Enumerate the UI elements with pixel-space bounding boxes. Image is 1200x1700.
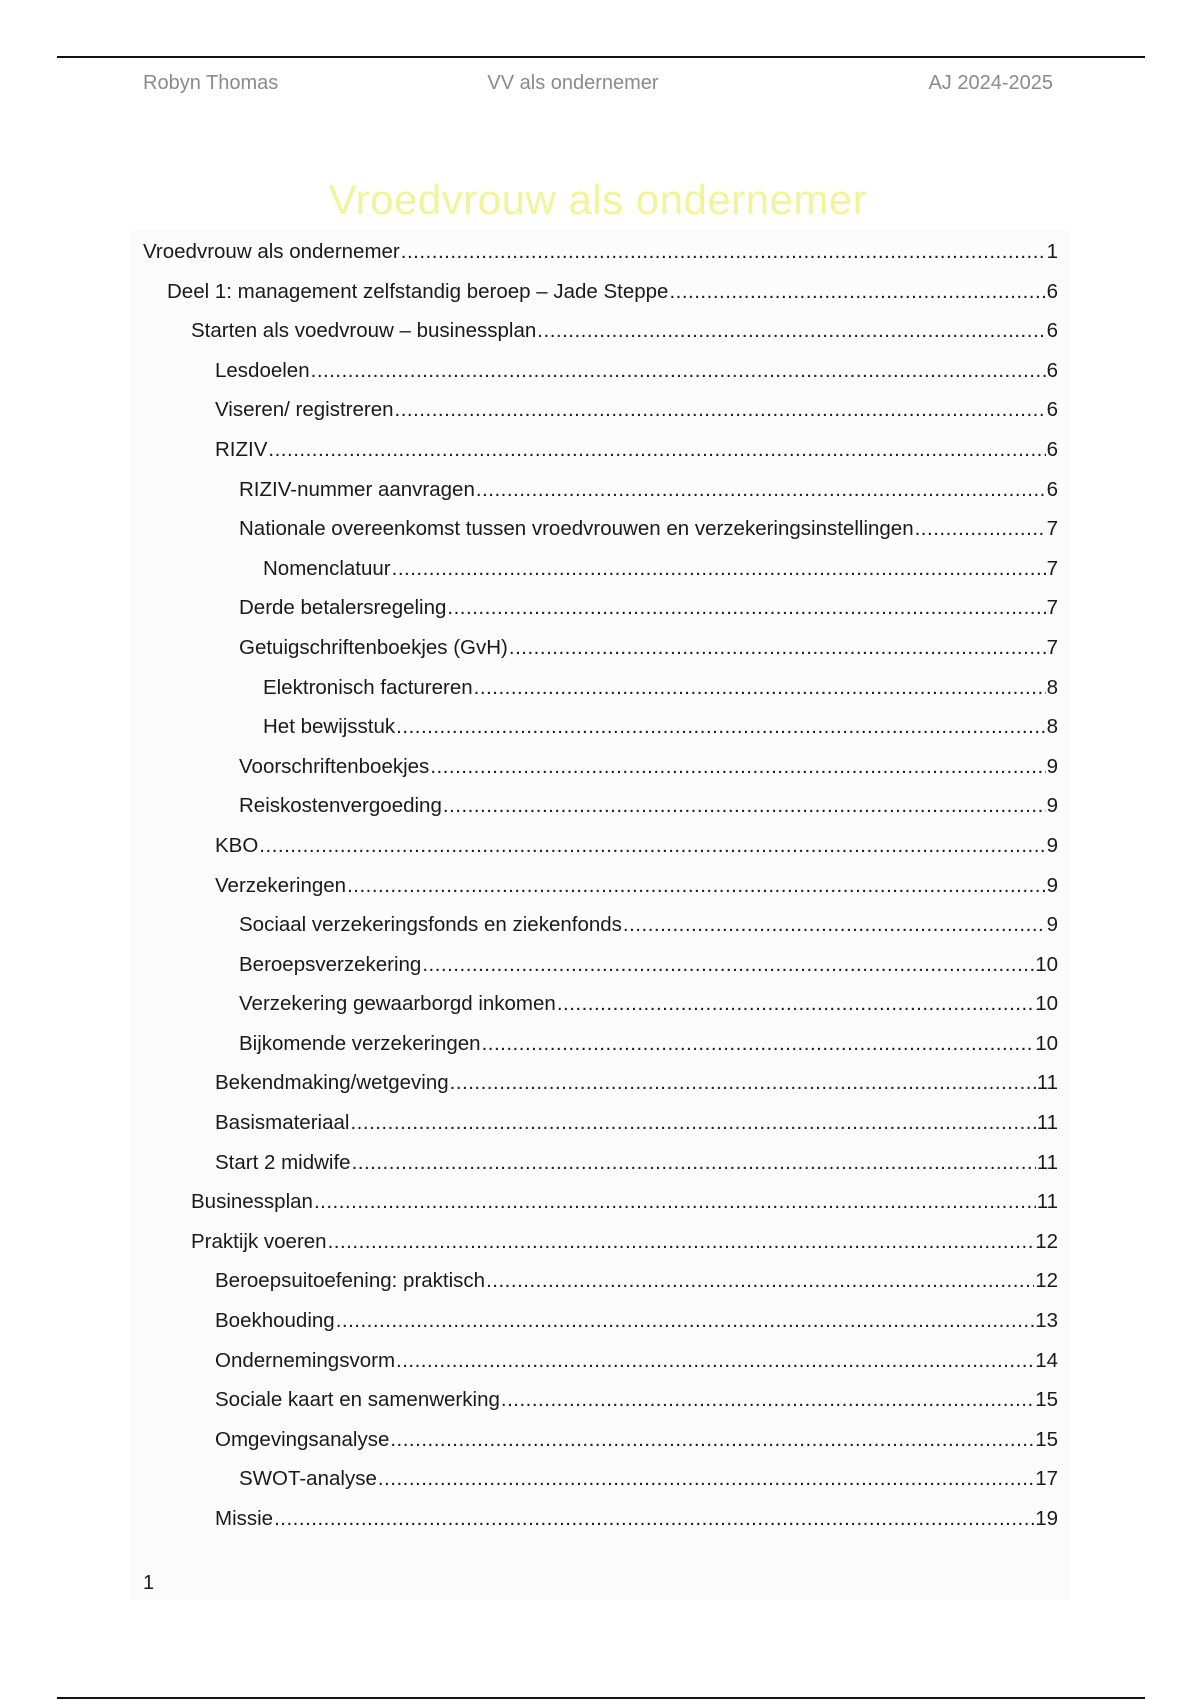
toc-entry[interactable]	[143, 1261, 1058, 1301]
toc-dot-leader	[501, 1380, 1034, 1420]
toc-entry-page: 9	[1046, 913, 1058, 937]
toc-entry-label: Nationale overeenkomst tussen vroedvrouwen en verzekeringsinstellingen	[239, 517, 914, 541]
toc-entry[interactable]	[143, 549, 1058, 589]
toc-entry[interactable]	[143, 1380, 1058, 1420]
toc-entry-label: Boekhouding	[215, 1309, 335, 1333]
toc-entry-label: Getuigschriftenboekjes (GvH)	[239, 635, 508, 659]
toc-entry-page: 7	[1046, 596, 1058, 620]
header-author: Robyn Thomas	[143, 72, 279, 94]
toc-dot-leader	[396, 1341, 1034, 1381]
toc-entry[interactable]	[143, 470, 1058, 510]
header-rule	[57, 56, 1145, 58]
toc-entry-page: 19	[1035, 1507, 1058, 1530]
toc-dot-leader	[447, 588, 1045, 628]
toc-entry-page: 9	[1046, 754, 1058, 778]
toc-entry-page: 15	[1035, 1388, 1058, 1412]
toc-entry-page: 10	[1035, 1031, 1058, 1055]
toc-dot-leader	[401, 232, 1046, 272]
toc-entry[interactable]	[143, 232, 1058, 272]
toc-entry-page: 9	[1046, 794, 1058, 818]
toc-entry-page: 11	[1036, 1071, 1058, 1095]
toc-entry[interactable]	[143, 1499, 1058, 1539]
document-title: Vroedvrouw als ondernemer	[328, 176, 868, 223]
toc-entry-page: 13	[1035, 1309, 1058, 1333]
toc-dot-leader	[395, 390, 1046, 430]
toc-entry-label: Deel 1: management zelfstandig beroep – Jade Steppe	[167, 279, 669, 303]
toc-entry-label: Businessplan	[191, 1190, 313, 1214]
toc-entry[interactable]	[143, 668, 1058, 708]
toc-entry-page: 7	[1046, 517, 1058, 541]
toc-entry-label: Bijkomende verzekeringen	[239, 1031, 481, 1055]
toc-entry-label: Omgevingsanalyse	[215, 1427, 390, 1451]
toc-entry-page: 11	[1036, 1111, 1058, 1135]
toc-dot-leader	[482, 1024, 1035, 1064]
toc-entry-page: 10	[1035, 992, 1058, 1016]
toc-entry-label: Verzekering gewaarborgd inkomen	[239, 992, 556, 1016]
toc-entry-page: 6	[1046, 358, 1058, 382]
toc-entry-page: 7	[1046, 635, 1058, 659]
toc-entry[interactable]	[143, 509, 1058, 549]
table-of-contents	[143, 232, 1058, 1539]
toc-entry[interactable]	[143, 984, 1058, 1024]
toc-dot-leader	[443, 786, 1046, 826]
toc-dot-leader	[430, 747, 1045, 787]
toc-entry[interactable]	[143, 351, 1058, 391]
toc-entry[interactable]	[143, 430, 1058, 470]
toc-entry-page: 14	[1035, 1348, 1058, 1372]
toc-entry-label: Nomenclatuur	[263, 556, 391, 580]
toc-entry-page: 6	[1046, 398, 1058, 422]
toc-entry-page: 11	[1036, 1190, 1058, 1214]
toc-entry[interactable]	[143, 786, 1058, 826]
toc-entry-page: 12	[1035, 1269, 1058, 1293]
toc-dot-leader	[314, 1182, 1036, 1222]
toc-entry-page: 6	[1046, 437, 1058, 461]
toc-entry-label: Sociaal verzekeringsfonds en ziekenfonds	[239, 913, 622, 937]
toc-entry[interactable]	[143, 311, 1058, 351]
toc-dot-leader	[392, 549, 1046, 589]
toc-entry[interactable]	[143, 628, 1058, 668]
toc-entry[interactable]	[143, 747, 1058, 787]
toc-entry-label: RIZIV	[215, 437, 268, 461]
header-year: AJ 2024-2025	[928, 72, 1053, 94]
toc-entry[interactable]	[143, 866, 1058, 906]
toc-dot-leader	[390, 1420, 1034, 1460]
toc-entry-label: Derde betalersregeling	[239, 596, 447, 620]
toc-entry-label: KBO	[215, 833, 259, 857]
toc-dot-leader	[915, 509, 1046, 549]
toc-dot-leader	[328, 1222, 1035, 1262]
toc-entry[interactable]	[143, 1341, 1058, 1381]
page-header	[143, 72, 1053, 102]
toc-dot-leader	[509, 628, 1046, 668]
toc-entry-label: Reiskostenvergoeding	[239, 794, 442, 818]
footer-rule	[57, 1697, 1145, 1699]
toc-dot-leader	[476, 470, 1046, 510]
toc-entry-label: Beroepsuitoefening: praktisch	[215, 1269, 486, 1293]
toc-entry-label: Vroedvrouw als ondernemer	[143, 240, 400, 263]
page-number: 1	[143, 1572, 155, 1594]
toc-entry[interactable]	[143, 945, 1058, 985]
toc-dot-leader	[669, 272, 1045, 312]
toc-entry[interactable]	[143, 1182, 1058, 1222]
toc-entry-label: Voorschriftenboekjes	[239, 754, 430, 778]
toc-entry-page: 8	[1046, 715, 1058, 739]
toc-entry[interactable]	[143, 1420, 1058, 1460]
toc-entry-page: 6	[1046, 477, 1058, 501]
toc-dot-leader	[537, 311, 1045, 351]
toc-entry[interactable]	[143, 1024, 1058, 1064]
toc-entry[interactable]	[143, 1459, 1058, 1499]
toc-dot-leader	[396, 707, 1045, 747]
toc-entry-label: Praktijk voeren	[191, 1229, 327, 1253]
toc-entry-page: 8	[1046, 675, 1058, 699]
toc-entry[interactable]	[143, 707, 1058, 747]
toc-entry-label: Beroepsverzekering	[239, 952, 422, 976]
toc-entry-label: Lesdoelen	[215, 358, 310, 382]
toc-dot-leader	[259, 826, 1045, 866]
toc-entry[interactable]	[143, 905, 1058, 945]
toc-entry[interactable]	[143, 826, 1058, 866]
toc-entry-page: 10	[1035, 952, 1058, 976]
toc-entry-label: RIZIV-nummer aanvragen	[239, 477, 475, 501]
toc-dot-leader	[486, 1261, 1034, 1301]
toc-entry-page: 1	[1046, 240, 1058, 263]
toc-dot-leader	[378, 1459, 1034, 1499]
toc-entry-label: Missie	[215, 1507, 274, 1530]
toc-entry[interactable]	[143, 588, 1058, 628]
toc-entry-label: Bekendmaking/wetgeving	[215, 1071, 449, 1095]
toc-entry-label: Start 2 midwife	[215, 1150, 351, 1174]
toc-entry-label: Starten als voedvrouw – businessplan	[191, 319, 537, 343]
toc-entry[interactable]	[143, 1143, 1058, 1183]
toc-dot-leader	[474, 668, 1046, 708]
header-course: VV als ondernemer	[487, 72, 659, 94]
toc-entry-page: 6	[1046, 319, 1058, 343]
toc-entry[interactable]	[143, 1103, 1058, 1143]
toc-entry-page: 12	[1035, 1229, 1058, 1253]
toc-entry-page: 7	[1046, 556, 1058, 580]
toc-entry[interactable]	[143, 1301, 1058, 1341]
toc-entry-page: 6	[1046, 279, 1058, 303]
toc-entry[interactable]	[143, 1222, 1058, 1262]
toc-entry-label: Het bewijsstuk	[263, 715, 396, 739]
toc-entry[interactable]	[143, 390, 1058, 430]
toc-entry-page: 9	[1046, 873, 1058, 897]
toc-entry-label: Sociale kaart en samenwerking	[215, 1388, 500, 1412]
toc-entry-label: Ondernemingsvorm	[215, 1348, 396, 1372]
toc-entry-page: 17	[1035, 1467, 1058, 1491]
toc-entry-page: 9	[1046, 833, 1058, 857]
toc-entry[interactable]	[143, 272, 1058, 312]
toc-entry-label: Viseren/ registreren	[215, 398, 394, 422]
toc-entry-page: 15	[1035, 1427, 1058, 1451]
toc-dot-leader	[623, 905, 1046, 945]
toc-entry-page: 11	[1036, 1150, 1058, 1174]
toc-entry-label: SWOT-analyse	[239, 1467, 377, 1491]
toc-entry-label: Verzekeringen	[215, 873, 347, 897]
toc-entry-label: Basismateriaal	[215, 1111, 350, 1135]
toc-dot-leader	[347, 866, 1046, 906]
toc-dot-leader	[557, 984, 1034, 1024]
toc-dot-leader	[274, 1499, 1034, 1539]
toc-dot-leader	[352, 1143, 1036, 1183]
toc-dot-leader	[336, 1301, 1035, 1341]
toc-dot-leader	[450, 1063, 1036, 1103]
toc-dot-leader	[350, 1103, 1035, 1143]
toc-entry[interactable]	[143, 1063, 1058, 1103]
toc-entry-label: Elektronisch factureren	[263, 675, 473, 699]
toc-dot-leader	[311, 351, 1046, 391]
toc-dot-leader	[268, 430, 1045, 470]
toc-dot-leader	[422, 945, 1034, 985]
